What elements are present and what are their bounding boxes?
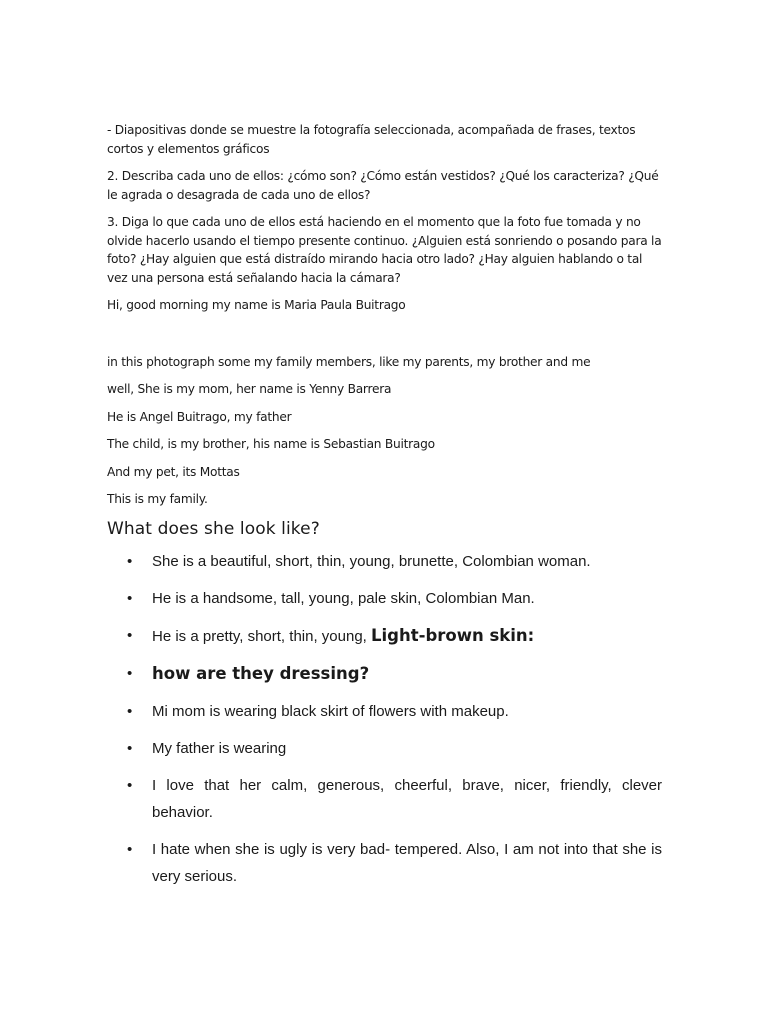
list-item-bold-text: Light-brown skin: xyxy=(371,625,535,645)
list-item-text: Mi mom is wearing black skirt of flowers with makeup. xyxy=(152,702,509,720)
list-item xyxy=(107,660,662,688)
bullet-icon: • xyxy=(127,739,133,757)
paragraph-mom: well, She is my mom, her name is Yenny Barrera xyxy=(107,382,392,396)
bullet-icon: • xyxy=(127,840,133,858)
list-item xyxy=(107,735,662,762)
paragraph-greeting: Hi, good morning my name is Maria Paula Buitrago xyxy=(107,298,406,312)
bullet-icon: • xyxy=(127,664,133,682)
bullet-icon: • xyxy=(127,626,133,644)
bullet-icon: • xyxy=(127,552,133,570)
list-item xyxy=(107,836,662,890)
list-item xyxy=(107,548,662,575)
paragraph-slides-instruction: - Diapositivas donde se muestre la fotografía seleccionada, acompañada de frases, textos cortos y elementos gráficos xyxy=(107,123,636,156)
list-item-text: She is a beautiful, short, thin, young, brunette, Colombian woman. xyxy=(152,552,591,570)
list-item-text: He is a pretty, short, thin, young, xyxy=(152,627,371,645)
paragraph-family-intro: in this photograph some my family members, like my parents, my brother and me xyxy=(107,354,591,369)
paragraph-closing: This is my family. xyxy=(107,492,208,506)
paragraph-father: He is Angel Buitrago, my father xyxy=(107,409,292,424)
bullet-icon: • xyxy=(127,776,133,794)
bullet-icon: • xyxy=(127,702,133,720)
paragraph-brother: The child, is my brother, his name is Sebastian Buitrago xyxy=(107,437,435,451)
bullet-icon: • xyxy=(127,589,133,607)
list-item xyxy=(107,585,662,612)
list-item xyxy=(107,772,662,826)
list-item xyxy=(107,698,662,725)
list-item-text: I love that her calm, generous, cheerful, brave, nicer, friendly, clever behavior. xyxy=(152,776,662,821)
paragraph-present-continuous-instruction: 3. Diga lo que cada uno de ellos está haciendo en el momento que la foto fue tomada y no olvide hacerlo usando el tiempo presente continuo. ¿Alguien está sonriendo o posando para la foto? ¿Hay alguien que está distraído mirando hacia otro lado? ¿Hay alguien hablando o tal vez una persona está señalando hacia la cámara? xyxy=(107,215,662,285)
section-heading: What does she look like? xyxy=(107,518,320,539)
paragraph-pet: And my pet, its Mottas xyxy=(107,464,240,479)
description-list xyxy=(107,548,662,890)
list-item xyxy=(107,622,662,650)
list-item-text: My father is wearing xyxy=(152,739,287,757)
list-item-bold-text: how are they dressing? xyxy=(152,663,370,683)
paragraph-describe-instruction: 2. Describa cada uno de ellos: ¿cómo son? ¿Cómo están vestidos? ¿Qué los caracteriza? ¿Qué le agrada o desagrada de cada uno de ellos? xyxy=(107,169,659,202)
list-item-text: He is a handsome, tall, young, pale skin, Colombian Man. xyxy=(152,589,535,607)
document-body xyxy=(107,121,662,900)
list-item-text: I hate when she is ugly is very bad- tempered. Also, I am not into that she is very serious. xyxy=(152,840,662,885)
